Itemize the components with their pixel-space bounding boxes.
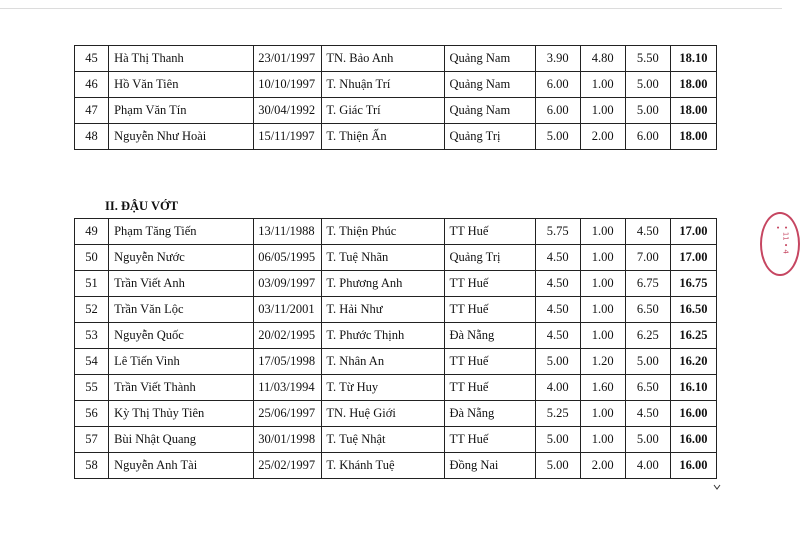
teacher-name: T. Tuệ Nhãn (322, 245, 445, 271)
score-3: 4.50 (625, 219, 670, 245)
table-row (75, 46, 717, 72)
table-row (75, 271, 717, 297)
row-number: 53 (75, 323, 109, 349)
table-row (75, 427, 717, 453)
total-score: 18.00 (670, 124, 716, 150)
row-number: 46 (75, 72, 109, 98)
score-3: 5.00 (625, 427, 670, 453)
province: Quảng Nam (445, 46, 535, 72)
table-row (75, 323, 717, 349)
results-table-bottom (74, 218, 717, 479)
birth-date: 13/11/1988 (254, 219, 322, 245)
pen-mark-icon (713, 484, 721, 490)
province: Quảng Trị (445, 245, 535, 271)
score-1: 6.00 (535, 72, 580, 98)
score-3: 5.00 (625, 72, 670, 98)
row-number: 58 (75, 453, 109, 479)
birth-date: 23/01/1997 (254, 46, 322, 72)
score-2: 2.00 (580, 124, 625, 150)
province: TT Huế (445, 297, 535, 323)
birth-date: 15/11/1997 (254, 124, 322, 150)
teacher-name: T. Từ Huy (322, 375, 445, 401)
score-3: 5.00 (625, 349, 670, 375)
score-2: 1.00 (580, 271, 625, 297)
teacher-name: T. Hải Như (322, 297, 445, 323)
table-row (75, 375, 717, 401)
score-3: 6.50 (625, 297, 670, 323)
score-1: 4.50 (535, 245, 580, 271)
score-2: 1.00 (580, 401, 625, 427)
score-1: 4.00 (535, 375, 580, 401)
birth-date: 25/06/1997 (254, 401, 322, 427)
candidate-name: Trần Văn Lộc (109, 297, 254, 323)
stamp-text: • 11 • 4 • (773, 225, 790, 254)
score-3: 5.50 (625, 46, 670, 72)
candidate-name: Nguyễn Như Hoài (109, 124, 254, 150)
table-row (75, 124, 717, 150)
table-row (75, 219, 717, 245)
score-2: 1.00 (580, 245, 625, 271)
score-3: 6.75 (625, 271, 670, 297)
score-3: 4.50 (625, 401, 670, 427)
province: Quảng Nam (445, 72, 535, 98)
birth-date: 30/01/1998 (254, 427, 322, 453)
province: Đà Nẵng (445, 401, 535, 427)
province: TT Huế (445, 271, 535, 297)
teacher-name: T. Phương Anh (322, 271, 445, 297)
teacher-name: T. Nhuận Trí (322, 72, 445, 98)
table-row (75, 72, 717, 98)
score-3: 6.50 (625, 375, 670, 401)
birth-date: 10/10/1997 (254, 72, 322, 98)
total-score: 16.20 (670, 349, 716, 375)
score-2: 1.00 (580, 427, 625, 453)
score-1: 4.50 (535, 323, 580, 349)
province: Quảng Trị (445, 124, 535, 150)
score-2: 1.60 (580, 375, 625, 401)
row-number: 45 (75, 46, 109, 72)
page-top-rule (0, 8, 782, 9)
total-score: 17.00 (670, 219, 716, 245)
table-row (75, 297, 717, 323)
candidate-name: Hà Thị Thanh (109, 46, 254, 72)
total-score: 16.00 (670, 453, 716, 479)
row-number: 50 (75, 245, 109, 271)
table-row (75, 245, 717, 271)
score-2: 1.00 (580, 72, 625, 98)
table-row (75, 401, 717, 427)
total-score: 17.00 (670, 245, 716, 271)
score-2: 1.00 (580, 297, 625, 323)
table-row (75, 349, 717, 375)
total-score: 18.00 (670, 98, 716, 124)
candidate-name: Nguyễn Quốc (109, 323, 254, 349)
score-1: 5.25 (535, 401, 580, 427)
birth-date: 20/02/1995 (254, 323, 322, 349)
row-number: 52 (75, 297, 109, 323)
teacher-name: TN. Huệ Giới (322, 401, 445, 427)
score-3: 6.00 (625, 124, 670, 150)
table-row (75, 98, 717, 124)
score-3: 4.00 (625, 453, 670, 479)
score-1: 4.50 (535, 271, 580, 297)
section-heading: II. ĐẬU VỚT (105, 199, 179, 213)
province: TT Huế (445, 375, 535, 401)
teacher-name: T. Nhân An (322, 349, 445, 375)
score-2: 1.00 (580, 323, 625, 349)
province: Đà Nẵng (445, 323, 535, 349)
candidate-name: Trần Viết Anh (109, 271, 254, 297)
candidate-name: Hồ Văn Tiên (109, 72, 254, 98)
results-table-top (74, 45, 717, 150)
birth-date: 03/11/2001 (254, 297, 322, 323)
score-1: 5.00 (535, 124, 580, 150)
score-2: 4.80 (580, 46, 625, 72)
province: TT Huế (445, 349, 535, 375)
teacher-name: T. Thiện Phúc (322, 219, 445, 245)
candidate-name: Phạm Tăng Tiến (109, 219, 254, 245)
total-score: 16.00 (670, 401, 716, 427)
row-number: 49 (75, 219, 109, 245)
score-1: 5.00 (535, 349, 580, 375)
row-number: 55 (75, 375, 109, 401)
teacher-name: T. Khánh Tuệ (322, 453, 445, 479)
birth-date: 25/02/1997 (254, 453, 322, 479)
score-2: 1.00 (580, 219, 625, 245)
row-number: 54 (75, 349, 109, 375)
candidate-name: Nguyễn Anh Tài (109, 453, 254, 479)
birth-date: 30/04/1992 (254, 98, 322, 124)
score-2: 1.20 (580, 349, 625, 375)
row-number: 48 (75, 124, 109, 150)
table-row (75, 453, 717, 479)
teacher-name: T. Giác Trí (322, 98, 445, 124)
score-1: 3.90 (535, 46, 580, 72)
score-2: 1.00 (580, 98, 625, 124)
teacher-name: T. Tuệ Nhật (322, 427, 445, 453)
score-1: 5.00 (535, 427, 580, 453)
teacher-name: T. Phước Thịnh (322, 323, 445, 349)
row-number: 56 (75, 401, 109, 427)
candidate-name: Phạm Văn Tín (109, 98, 254, 124)
birth-date: 06/05/1995 (254, 245, 322, 271)
candidate-name: Trần Viết Thành (109, 375, 254, 401)
candidate-name: Kỳ Thị Thủy Tiên (109, 401, 254, 427)
score-2: 2.00 (580, 453, 625, 479)
teacher-name: T. Thiện Ấn (322, 124, 445, 150)
row-number: 51 (75, 271, 109, 297)
birth-date: 11/03/1994 (254, 375, 322, 401)
red-seal-stamp (760, 212, 800, 276)
province: Quảng Nam (445, 98, 535, 124)
total-score: 16.10 (670, 375, 716, 401)
score-1: 4.50 (535, 297, 580, 323)
row-number: 57 (75, 427, 109, 453)
total-score: 18.00 (670, 72, 716, 98)
province: Đồng Nai (445, 453, 535, 479)
birth-date: 17/05/1998 (254, 349, 322, 375)
birth-date: 03/09/1997 (254, 271, 322, 297)
score-3: 6.25 (625, 323, 670, 349)
total-score: 16.50 (670, 297, 716, 323)
total-score: 18.10 (670, 46, 716, 72)
score-1: 5.00 (535, 453, 580, 479)
total-score: 16.75 (670, 271, 716, 297)
score-1: 5.75 (535, 219, 580, 245)
candidate-name: Lê Tiến Vinh (109, 349, 254, 375)
total-score: 16.00 (670, 427, 716, 453)
teacher-name: TN. Bảo Anh (322, 46, 445, 72)
total-score: 16.25 (670, 323, 716, 349)
row-number: 47 (75, 98, 109, 124)
score-1: 6.00 (535, 98, 580, 124)
province: TT Huế (445, 427, 535, 453)
candidate-name: Nguyễn Nước (109, 245, 254, 271)
score-3: 5.00 (625, 98, 670, 124)
score-3: 7.00 (625, 245, 670, 271)
province: TT Huế (445, 219, 535, 245)
candidate-name: Bùi Nhật Quang (109, 427, 254, 453)
